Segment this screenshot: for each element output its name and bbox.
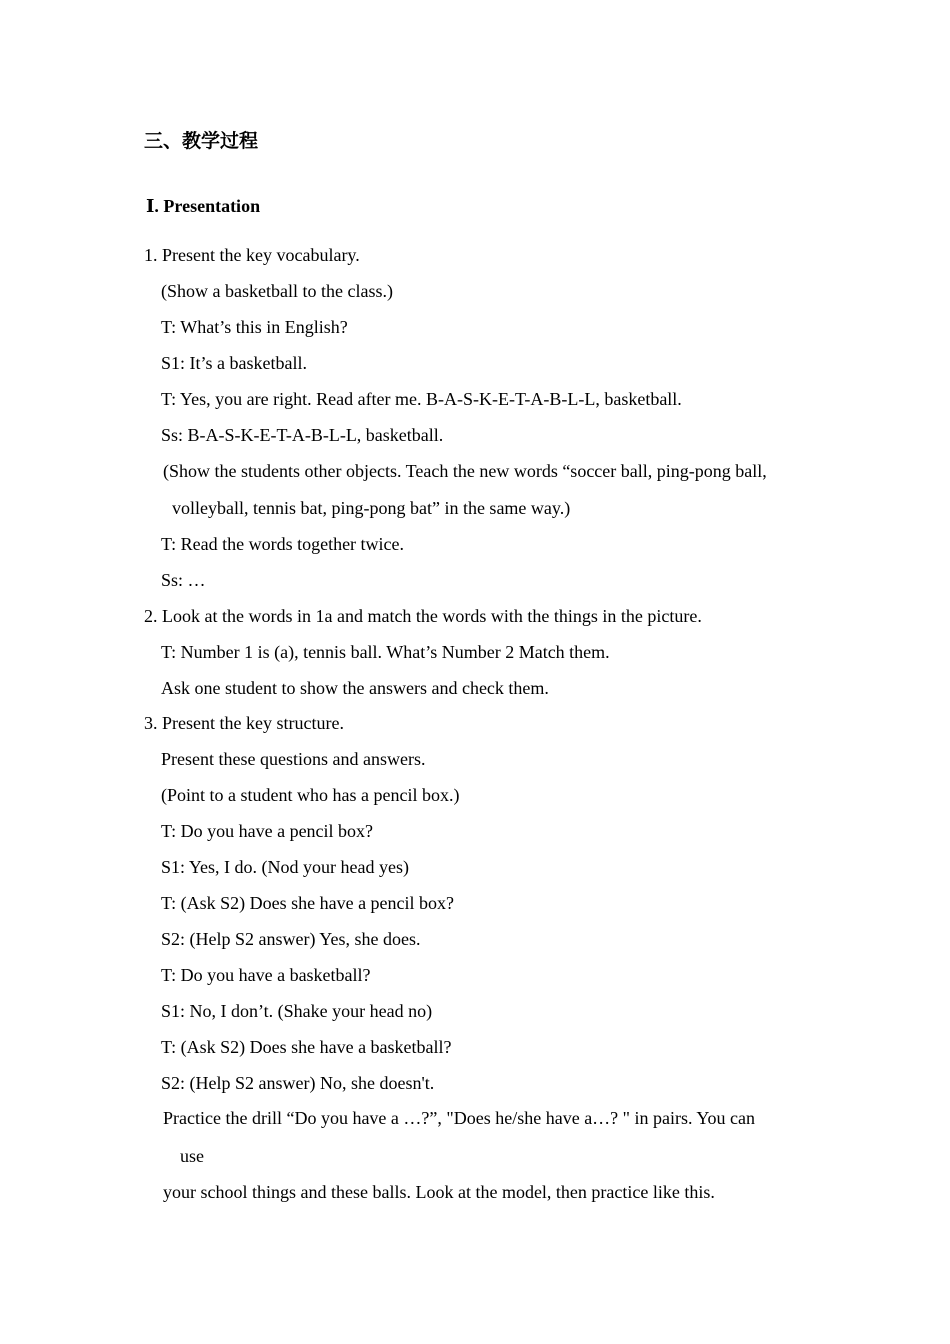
text-line: (Show a basketball to the class.): [161, 281, 393, 301]
text-line: your school things and these balls. Look at the model, then practice like this.: [163, 1182, 715, 1202]
text-line: T: Do you have a basketball?: [161, 965, 371, 985]
text-line: T: Yes, you are right. Read after me. B-A-S-K-E-T-A-B-L-L, basketball.: [161, 389, 682, 409]
text-line: T: (Ask S2) Does she have a pencil box?: [161, 893, 455, 913]
text-line: T: What’s this in English?: [161, 317, 348, 337]
text-line: Practice the drill “Do you have a …?”, "Does he/she have a…? " in pairs. You can: [163, 1108, 756, 1128]
text-line: T: Number 1 is (a), tennis ball. What’s Number 2 Match them.: [161, 642, 610, 662]
text-line: T: Do you have a pencil box?: [161, 821, 374, 841]
text-line: (Show the students other objects. Teach the new words “soccer ball, ping-pong ball,: [163, 461, 767, 481]
text-line: S1: It’s a basketball.: [161, 353, 307, 373]
step-2-heading: 2. Look at the words in 1a and match the words with the things in the picture.: [144, 606, 702, 626]
text-line: Present these questions and answers.: [161, 749, 426, 769]
text-line: S1: No, I don’t. (Shake your head no): [161, 1001, 433, 1021]
section-heading: 三、教学过程: [144, 130, 259, 152]
text-line: T: (Ask S2) Does she have a basketball?: [161, 1037, 452, 1057]
text-line: Ask one student to show the answers and check them.: [161, 678, 549, 698]
subsection-heading: Ⅰ. Presentation: [146, 196, 261, 216]
text-line: S2: (Help S2 answer) No, she doesn't.: [161, 1073, 435, 1093]
step-3-heading: 3. Present the key structure.: [144, 713, 344, 733]
text-line: (Point to a student who has a pencil box.): [161, 785, 460, 805]
step-1-heading: 1. Present the key vocabulary.: [144, 245, 360, 265]
text-line: Ss: B-A-S-K-E-T-A-B-L-L, basketball.: [161, 425, 444, 445]
text-line: S2: (Help S2 answer) Yes, she does.: [161, 929, 421, 949]
text-line: Ss: …: [161, 570, 206, 590]
text-line: T: Read the words together twice.: [161, 534, 405, 554]
text-line: S1: Yes, I do. (Nod your head yes): [161, 857, 409, 877]
text-line: volleyball, tennis bat, ping-pong bat” in the same way.): [172, 498, 571, 518]
text-line: use: [180, 1146, 204, 1166]
